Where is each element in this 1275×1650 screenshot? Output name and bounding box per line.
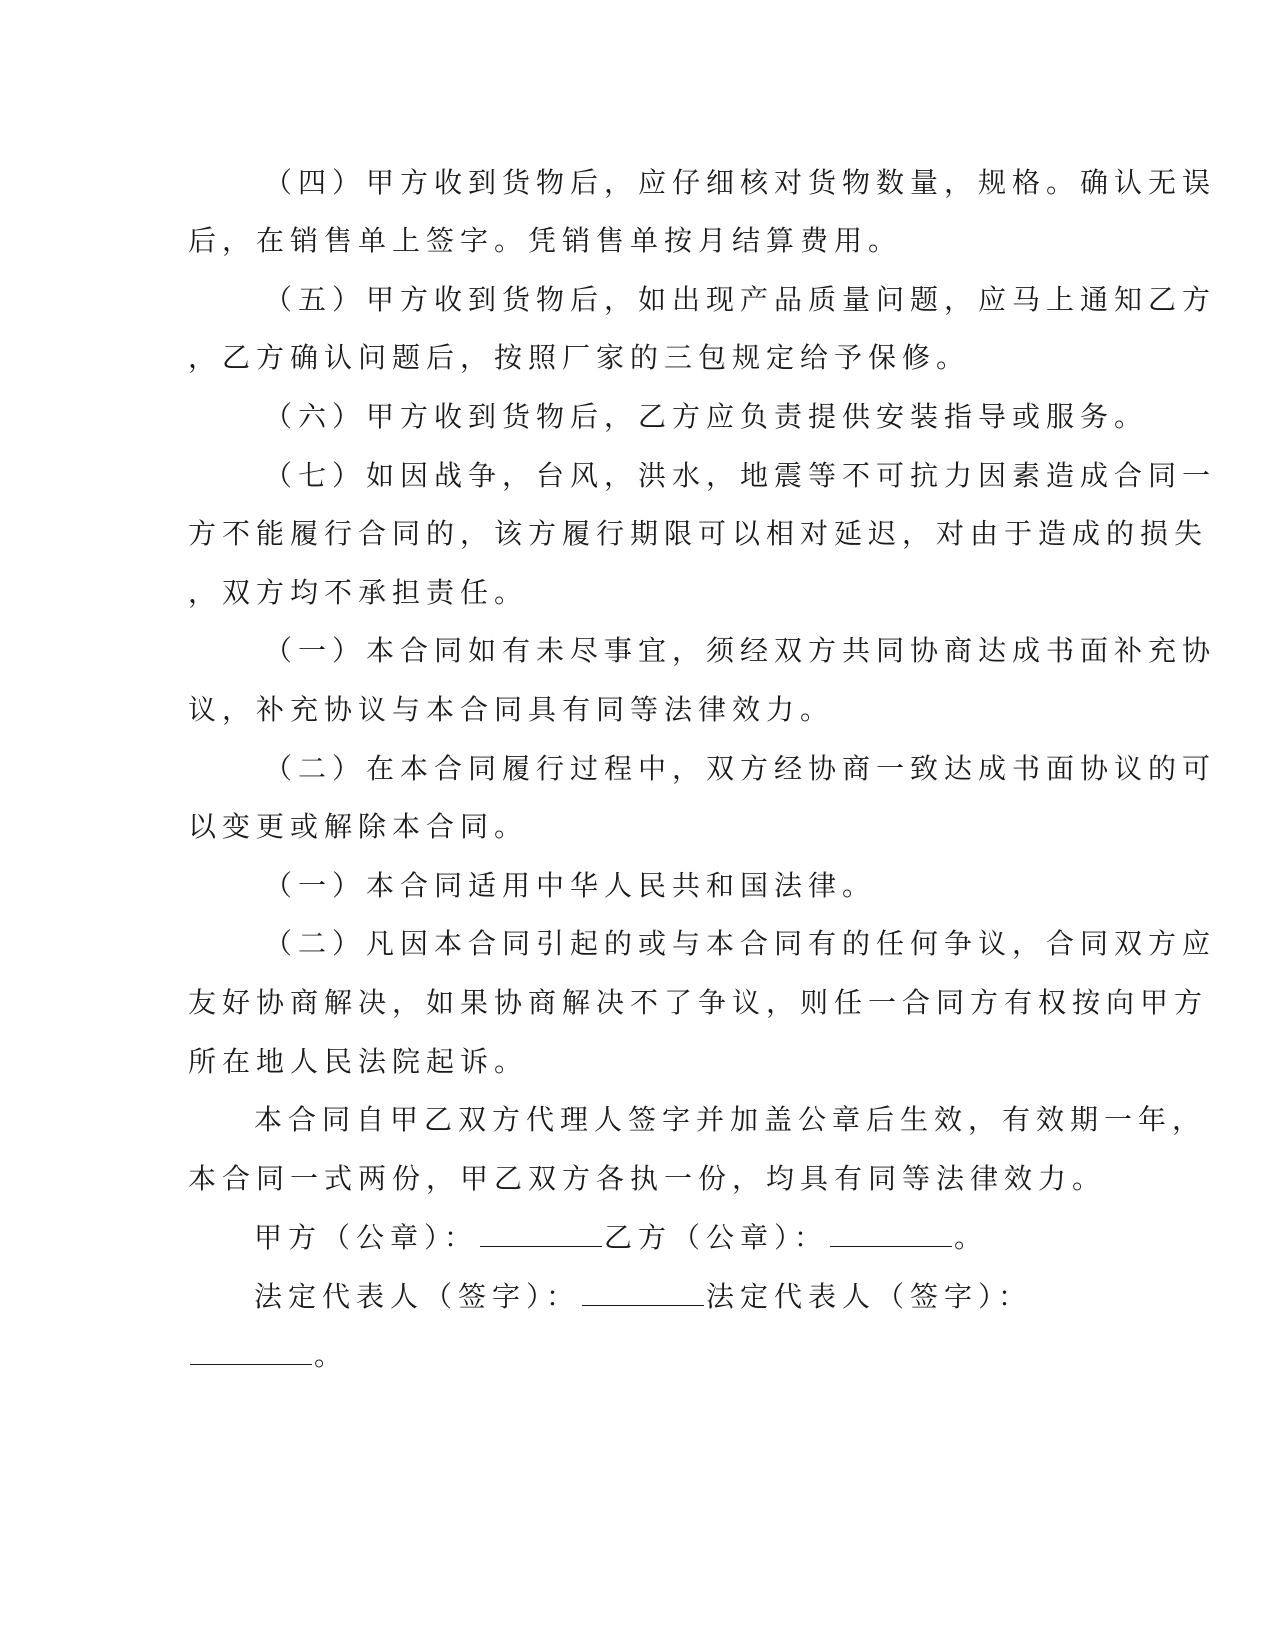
party-b-seal-label: 乙方（公章）：	[604, 1221, 829, 1254]
party-a-legal-rep-label: 法定代表人（签字）：	[254, 1280, 581, 1313]
law-clause-2-line-3: 所在地人民法院起诉。	[188, 1045, 529, 1078]
supplement-clause-2-line-2: 以变更或解除本合同。	[188, 810, 529, 843]
party-b-legal-rep-label: 法定代表人（签字）：	[706, 1280, 1033, 1313]
clause-7-line-1: （七）如因战争，台风，洪水，地震等不可抗力因素造成合同一	[264, 459, 1217, 492]
law-clause-2-line-2: 友好协商解决，如果协商解决不了争议，则任一合同方有权按向甲方	[188, 986, 1209, 1019]
supplement-clause-1-line-2: 议，补充协议与本合同具有同等法律效力。	[188, 693, 835, 726]
legal-rep-line-end: 。	[314, 1339, 349, 1372]
legal-rep-signature-line	[254, 1277, 1032, 1317]
clause-4-line-1: （四）甲方收到货物后，应仔细核对货物数量，规格。确认无误	[264, 166, 1217, 199]
seal-line-end: 。	[954, 1221, 989, 1254]
law-clause-1-line-1: （一）本合同适用中华人民共和国法律。	[264, 869, 877, 902]
clause-7-line-2: 方不能履行合同的，该方履行期限可以相对延迟，对由于造成的损失	[188, 517, 1209, 550]
supplement-clause-2-line-1: （二）在本合同履行过程中，双方经协商一致达成书面协议的可	[264, 752, 1217, 785]
party-b-seal-blank	[830, 1220, 952, 1247]
clause-6-line-1: （六）甲方收到货物后，乙方应负责提供安装指导或服务。	[264, 400, 1149, 433]
seal-signature-line	[254, 1218, 988, 1258]
clause-4-line-2: 后，在销售单上签字。凭销售单按月结算费用。	[188, 224, 903, 257]
effective-line-1: 本合同自甲乙双方代理人签字并加盖公章后生效，有效期一年，	[254, 1103, 1207, 1136]
law-clause-2-line-1: （二）凡因本合同引起的或与本合同有的任何争议，合同双方应	[264, 927, 1217, 960]
legal-rep-signature-line-2	[188, 1336, 348, 1376]
clause-7-line-3: ，双方均不承担责任。	[188, 576, 529, 609]
supplement-clause-1-line-1: （一）本合同如有未尽事宜，须经双方共同协商达成书面补充协	[264, 634, 1217, 667]
clause-5-line-1: （五）甲方收到货物后，如出现产品质量问题，应马上通知乙方	[264, 283, 1217, 316]
clause-5-line-2: ，乙方确认问题后，按照厂家的三包规定给予保修。	[188, 341, 971, 374]
party-a-seal-blank	[480, 1220, 602, 1247]
effective-line-2: 本合同一式两份，甲乙双方各执一份，均具有同等法律效力。	[188, 1162, 1107, 1195]
party-a-legal-rep-blank	[582, 1279, 704, 1306]
party-b-legal-rep-blank	[190, 1338, 312, 1365]
party-a-seal-label: 甲方（公章）：	[254, 1221, 479, 1254]
